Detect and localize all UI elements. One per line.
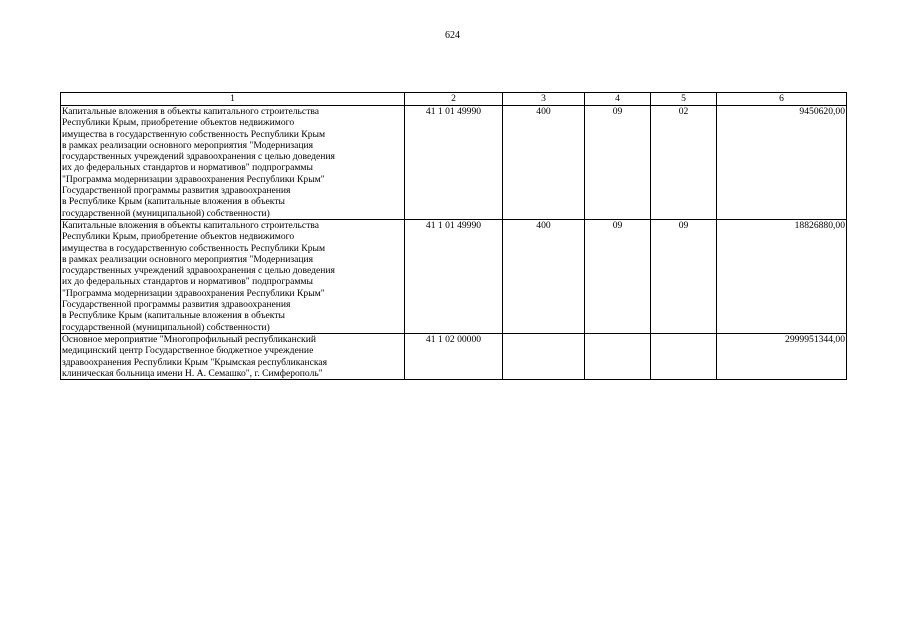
row-col3-cell: [503, 333, 585, 379]
row-col5-cell: [651, 333, 717, 379]
page-number: 624: [445, 30, 460, 41]
row-name-line: Основное мероприятие "Многопрофильный республиканский: [62, 333, 316, 345]
table-row: [61, 106, 847, 220]
column-header-1: 1: [61, 93, 405, 106]
row-name-line: Капитальные вложения в объекты капитального строительства: [62, 106, 320, 117]
row-name-line: имущества в государственную собственность Республики Крым: [62, 128, 326, 140]
table-header-row: [61, 93, 847, 106]
column-header-5: 5: [651, 93, 717, 106]
row-name-line: в рамках реализации основного мероприятия "Модернизация: [62, 139, 314, 151]
row-name-line: Республики Крым, приобретение объектов недвижимого: [62, 117, 295, 129]
table-row: [61, 333, 847, 379]
row-name-cell: [61, 106, 405, 220]
row-col3-cell: 400: [503, 106, 585, 220]
row-col4-cell: [585, 333, 651, 379]
column-header-6: 6: [717, 93, 847, 106]
row-name-line: их до федеральных стандартов и нормативов" подпрограммы: [62, 162, 313, 174]
row-name-line: "Программа модернизации здравоохранения Республики Крым": [62, 287, 325, 299]
row-col5-cell: 02: [651, 106, 717, 220]
row-name-line: имущества в государственную собственность Республики Крым: [62, 242, 326, 254]
row-name-line: в Республике Крым (капитальные вложения в объекты: [62, 196, 285, 208]
row-name-line: государственной (муниципальной) собственности): [62, 207, 270, 219]
row-name-line: "Программа модернизации здравоохранения Республики Крым": [62, 173, 325, 185]
row-name-line: Республики Крым, приобретение объектов недвижимого: [62, 231, 295, 243]
row-name-line: в Республике Крым (капитальные вложения в объекты: [62, 310, 285, 322]
row-name-line: Капитальные вложения в объекты капитального строительства: [62, 219, 320, 231]
row-name-line: здравоохранения Республики Крым "Крымская республиканская: [62, 356, 328, 368]
row-code-cell: 41 1 01 49990: [405, 106, 503, 220]
row-name-line: их до федеральных стандартов и нормативов" подпрограммы: [62, 276, 313, 288]
row-name-line: Государственной программы развития здравоохранения: [62, 185, 291, 197]
row-col4-cell: 09: [585, 219, 651, 333]
row-amount-cell: 2999951344,00: [717, 333, 847, 379]
column-header-3: 3: [503, 93, 585, 106]
column-header-2: 2: [405, 93, 503, 106]
row-name-line: медицинский центр Государственное бюджетное учреждение: [62, 345, 314, 357]
row-col5-cell: 09: [651, 219, 717, 333]
row-code-cell: 41 1 02 00000: [405, 333, 503, 379]
row-col3-cell: 400: [503, 219, 585, 333]
budget-table: [60, 92, 847, 380]
column-header-4: 4: [585, 93, 651, 106]
row-col4-cell: 09: [585, 106, 651, 220]
row-name-line: государственных учреждений здравоохранения с целью доведения: [62, 265, 335, 277]
row-name-line: государственных учреждений здравоохранения с целью доведения: [62, 151, 335, 163]
row-amount-cell: 9450620,00: [717, 106, 847, 220]
row-name-cell: [61, 219, 405, 333]
row-name-line: Государственной программы развития здравоохранения: [62, 299, 291, 311]
row-amount-cell: 18826880,00: [717, 219, 847, 333]
row-name-cell: [61, 333, 405, 379]
table-row: [61, 219, 847, 333]
row-name-line: государственной (муниципальной) собственности): [62, 321, 270, 333]
row-code-cell: 41 1 01 49990: [405, 219, 503, 333]
row-name-line: в рамках реализации основного мероприятия "Модернизация: [62, 253, 314, 265]
row-name-line: клиническая больница имени Н. А. Семашко", г. Симферополь": [62, 367, 323, 379]
